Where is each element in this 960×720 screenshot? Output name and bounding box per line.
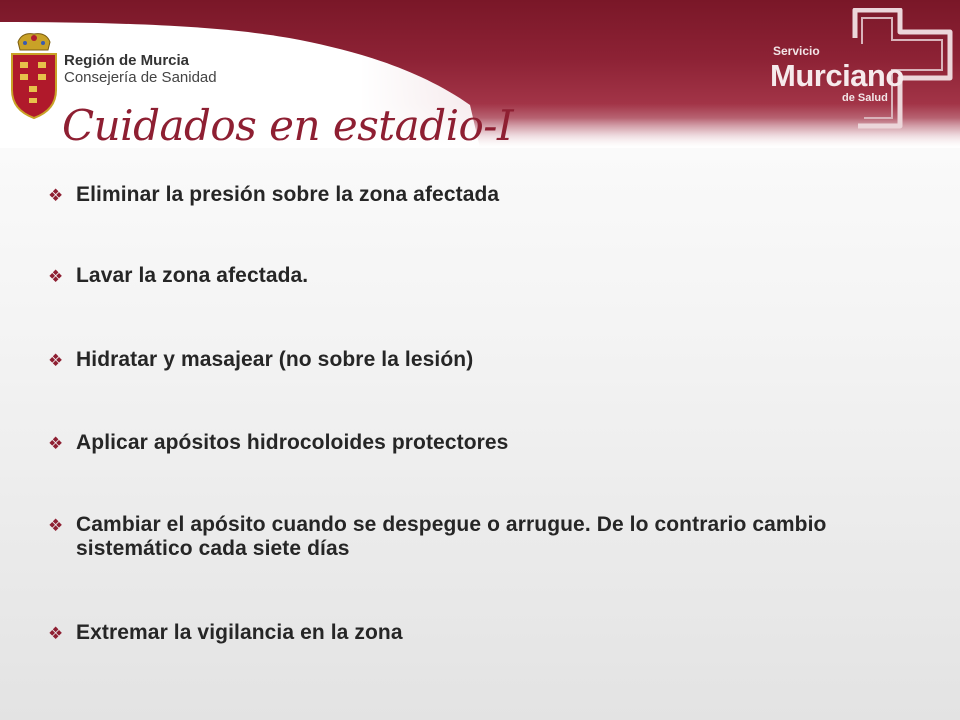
bullet-item (48, 348, 918, 373)
bullet-item (48, 183, 918, 208)
sms-servicio: Servicio (773, 44, 820, 58)
slide-title: Cuidados en estadio-I (62, 101, 514, 150)
sms-murciano: Murciano (770, 58, 904, 93)
bullet-item (48, 431, 918, 456)
bullet-text: Lavar la zona afectada. (76, 264, 309, 287)
coat-of-arms-icon (8, 30, 60, 120)
four-diamond-bullet-icon: ❖ (48, 351, 64, 370)
bullet-item (48, 513, 918, 561)
region-name: Región de Murcia (64, 52, 190, 69)
bullet-text: Hidratar y masajear (no sobre la lesión) (76, 348, 474, 371)
four-diamond-bullet-icon: ❖ (48, 434, 64, 453)
bullet-text: Aplicar apósitos hidrocoloides protectores (76, 431, 509, 454)
sms-de-salud: de Salud (842, 92, 888, 104)
four-diamond-bullet-icon: ❖ (48, 624, 64, 643)
four-diamond-bullet-icon: ❖ (48, 516, 64, 535)
four-diamond-bullet-icon: ❖ (48, 267, 64, 286)
region-department: Consejería de Sanidad (64, 69, 217, 86)
bullet-text: Eliminar la presión sobre la zona afectada (76, 183, 500, 206)
bullet-item (48, 621, 918, 646)
bullet-text: Cambiar el apósito cuando se despegue o arrugue. De lo contrario cambio sistemático cada siete días (76, 513, 827, 560)
four-diamond-bullet-icon: ❖ (48, 186, 64, 205)
region-logo-text (64, 52, 217, 86)
bullet-item (48, 264, 918, 289)
bullet-text: Extremar la vigilancia en la zona (76, 621, 403, 644)
